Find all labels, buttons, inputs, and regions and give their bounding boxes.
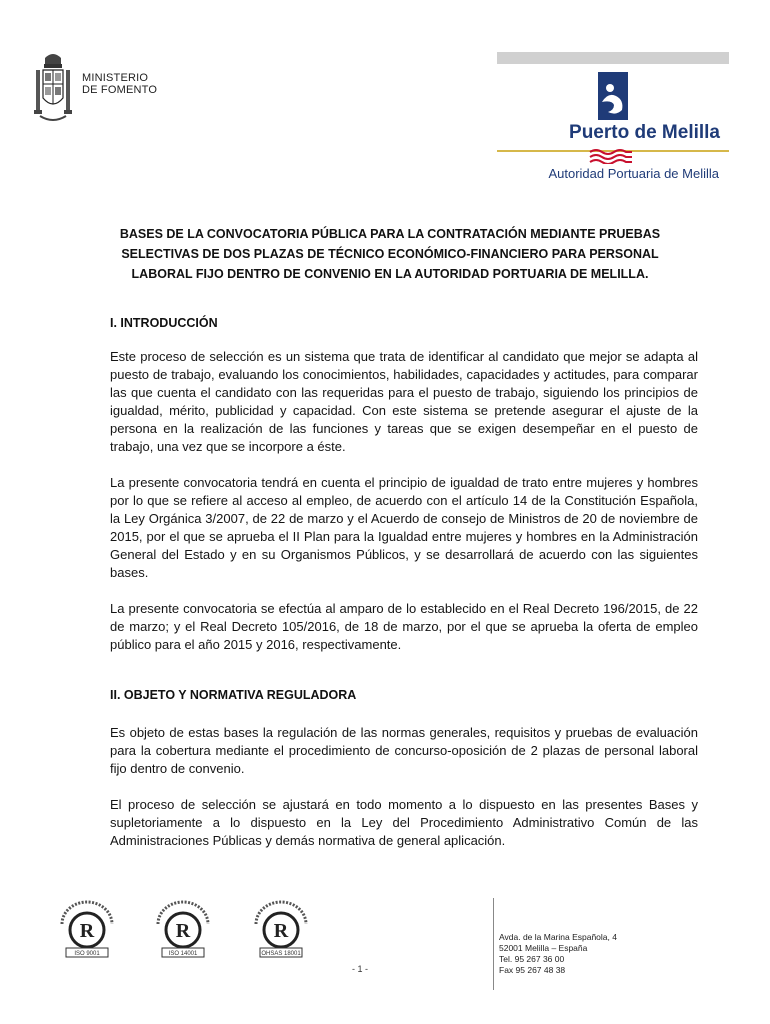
certification-seal-icon — [150, 900, 216, 960]
ministry-name — [82, 72, 157, 96]
footer-address — [499, 932, 617, 976]
svg-text:R: R — [273, 920, 289, 942]
coat-of-arms-logo — [32, 50, 74, 128]
section-1-paragraph-3: La presente convocatoria se efectúa al amparo de lo establecido en el Real Decreto 196/2015, de 22 de marzo; y el Real Decreto 105/2016, de 18 de marzo, por el que se aprueba la oferta de empleo público para el año 2015 y 2016, respectivamente. — [110, 601, 698, 652]
address-fax: Fax 95 267 48 38 — [499, 965, 566, 975]
title-line-2: SELECTIVAS DE DOS PLAZAS DE TÉCNICO ECONÓMICO-FINANCIERO PARA PERSONAL — [121, 247, 659, 261]
certification-seal-icon — [54, 900, 120, 960]
svg-text:R: R — [79, 920, 95, 942]
title-line-3: LABORAL FIJO DENTRO DE CONVENIO EN LA AUTORIDAD PORTUARIA DE MELILLA. — [131, 267, 649, 281]
section-1-paragraph-1: Este proceso de selección es un sistema que trata de identificar al candidato que mejor se adapta al puesto de trabajo, evaluando los conocimientos, habilidades, capacidades y actitudes, para comparar las que cuenta el candidato con las requeridas para el puesto de trabajo, siguiendo los principios de igualdad, mérito, publicidad y capacidad. Con este sistema se pretende asegurar el ajuste de la persona en la realización de las funciones y tareas que se exigen desempeñar en el puesto de trabajo, una vez que se incorpore a éste. — [110, 349, 698, 454]
section-2-heading: II. OBJETO Y NORMATIVA REGULADORA — [110, 688, 357, 702]
address-line-2: 52001 Melilla – España — [499, 943, 588, 953]
waves-icon — [588, 148, 634, 164]
document-title — [110, 224, 670, 284]
section-2-paragraph-2: El proceso de selección se ajustará en todo momento a lo dispuesto en las presentes Bases y supletoriamente a lo dispuesto en la Ley del Procedimiento Administrativo Común de las Administraciones Públicas y demás normativa de general aplicación. — [110, 797, 698, 848]
port-authority-logo — [598, 72, 628, 120]
certification-seal-icon — [248, 900, 314, 960]
section-2-paragraph-1: Es objeto de estas bases la regulación de las normas generales, requisitos y pruebas de evaluación para la cobertura mediante el procedimiento de concurso-oposición de 2 plazas de personal laboral fijo dentro de convenio. — [110, 725, 698, 776]
section-1-paragraph-2: La presente convocatoria tendrá en cuenta el principio de igualdad de trato entre mujeres y hombres por lo que se refiere al acceso al empleo, de acuerdo con el artículo 14 de la Constitución Española, la Ley Orgánica 3/2007, de 22 de marzo y el Acuerdo de consejo de Ministros de 20 de noviembre de 2015, por el que se aprueba el II Plan para la Igualdad entre mujeres y hombres en la Administración General del Estado y en su Organismos Públicos, y se desarrollará de acuerdo con las siguientes bases. — [110, 475, 698, 580]
header-grey-bar — [497, 52, 729, 64]
svg-text:R: R — [175, 920, 191, 942]
address-line-1: Avda. de la Marina Española, 4 — [499, 932, 617, 942]
port-subtitle: Autoridad Portuaria de Melilla — [548, 166, 719, 181]
port-name: Puerto de Melilla — [569, 122, 720, 143]
cert-label-3: OHSAS 18001 — [261, 951, 301, 957]
cert-label-1: ISO 9001 — [74, 951, 100, 957]
title-line-1: BASES DE LA CONVOCATORIA PÚBLICA PARA LA CONTRATACIÓN MEDIANTE PRUEBAS — [119, 227, 661, 241]
address-phone: Tel. 95 267 36 00 — [499, 954, 565, 964]
section-1-heading: I. INTRODUCCIÓN — [110, 316, 218, 330]
cert-label-2: ISO 14001 — [168, 951, 198, 957]
ministry-line-2: DE FOMENTO — [82, 84, 158, 96]
ministry-line-1: MINISTERIO — [82, 72, 149, 84]
footer-divider — [493, 898, 494, 990]
page-number: - 1 - — [351, 964, 368, 974]
